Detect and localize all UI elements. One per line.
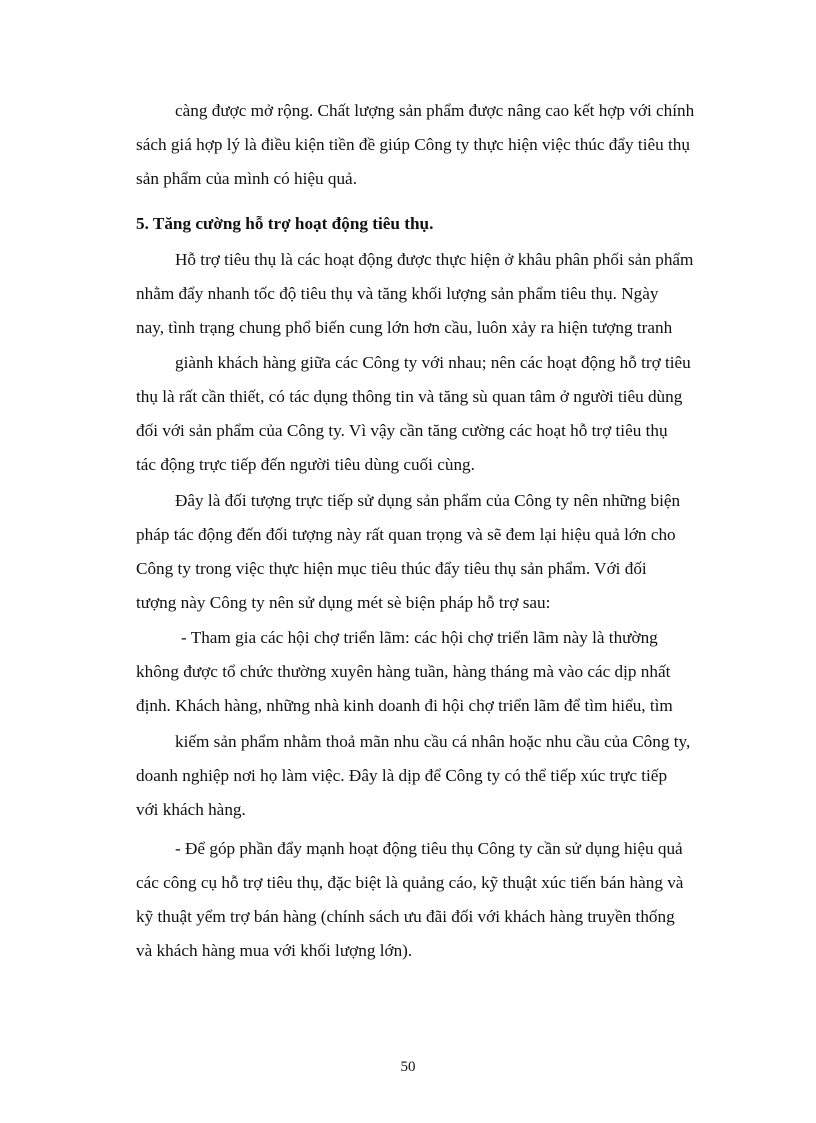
text-line: thụ là rất cần thiết, có tác dụng thông tin và tăng sù quan tâm ở người tiêu dùng	[136, 387, 683, 406]
text-line: Hỗ trợ tiêu thụ là các hoạt động được thực hiện ở khâu phân phối sản phẩm	[175, 250, 694, 269]
text-line: đối với sản phẩm của Công ty. Vì vậy cần tăng cường các hoạt hỗ trợ tiêu thụ	[136, 421, 668, 440]
text-line: - Để góp phần đẩy mạnh hoạt động tiêu thụ Công ty cần sử dụng hiệu quả	[175, 839, 683, 858]
text-line: nhằm đẩy nhanh tốc độ tiêu thụ và tăng khối lượng sản phẩm tiêu thụ. Ngày	[136, 284, 659, 303]
text-line: doanh nghiệp nơi họ làm việc. Đây là dịp để Công ty có thể tiếp xúc trực tiếp	[136, 766, 668, 785]
section-heading: 5. Tăng cường hỗ trợ hoạt động tiêu thụ.	[136, 214, 434, 233]
text-line: pháp tác động đến đối tượng này rất quan trọng và sẽ đem lại hiệu quả lớn cho	[136, 525, 676, 544]
text-line: với khách hàng.	[136, 800, 246, 819]
text-line: - Tham gia các hội chợ triển lãm: các hội chợ triển lãm này là thường	[181, 628, 658, 647]
text-line: và khách hàng mua với khối lượng lớn).	[136, 941, 413, 960]
page-number: 50	[400, 1059, 416, 1075]
text-line: kỹ thuật yểm trợ bán hàng (chính sách ưu đãi đối với khách hàng truyền thống	[136, 907, 675, 926]
text-line: các công cụ hỗ trợ tiêu thụ, đặc biệt là quảng cáo, kỹ thuật xúc tiến bán hàng và	[136, 873, 684, 892]
text-line: Công ty trong việc thực hiện mục tiêu thúc đẩy tiêu thụ sản phẩm. Với đối	[136, 559, 647, 578]
text-line: tượng này Công ty nên sử dụng mét sè biện pháp hỗ trợ sau:	[136, 593, 551, 612]
text-line: tác động trực tiếp đến người tiêu dùng cuối cùng.	[136, 455, 475, 474]
text-line: càng được mở rộng. Chất lượng sản phẩm được nâng cao kết hợp với chính	[175, 101, 695, 120]
text-line: sản phẩm của mình có hiệu quả.	[136, 169, 357, 188]
text-line: không được tổ chức thường xuyên hàng tuần, hàng tháng mà vào các dịp nhất	[136, 662, 671, 681]
text-line: giành khách hàng giữa các Công ty với nhau; nên các hoạt động hỗ trợ tiêu	[175, 353, 691, 372]
text-line: Đây là đối tượng trực tiếp sử dụng sản phẩm của Công ty nên những biện	[175, 491, 681, 510]
text-line: định. Khách hàng, những nhà kinh doanh đi hội chợ triển lãm để tìm hiểu, tìm	[136, 696, 673, 715]
text-line: nay, tình trạng chung phổ biến cung lớn hơn cầu, luôn xảy ra hiện tượng tranh	[136, 318, 673, 337]
text-line: sách giá hợp lý là điều kiện tiền đề giúp Công ty thực hiện việc thúc đẩy tiêu thụ	[136, 135, 690, 154]
text-line: kiếm sản phẩm nhằm thoả mãn nhu cầu cá nhân hoặc nhu cầu của Công ty,	[175, 732, 691, 751]
